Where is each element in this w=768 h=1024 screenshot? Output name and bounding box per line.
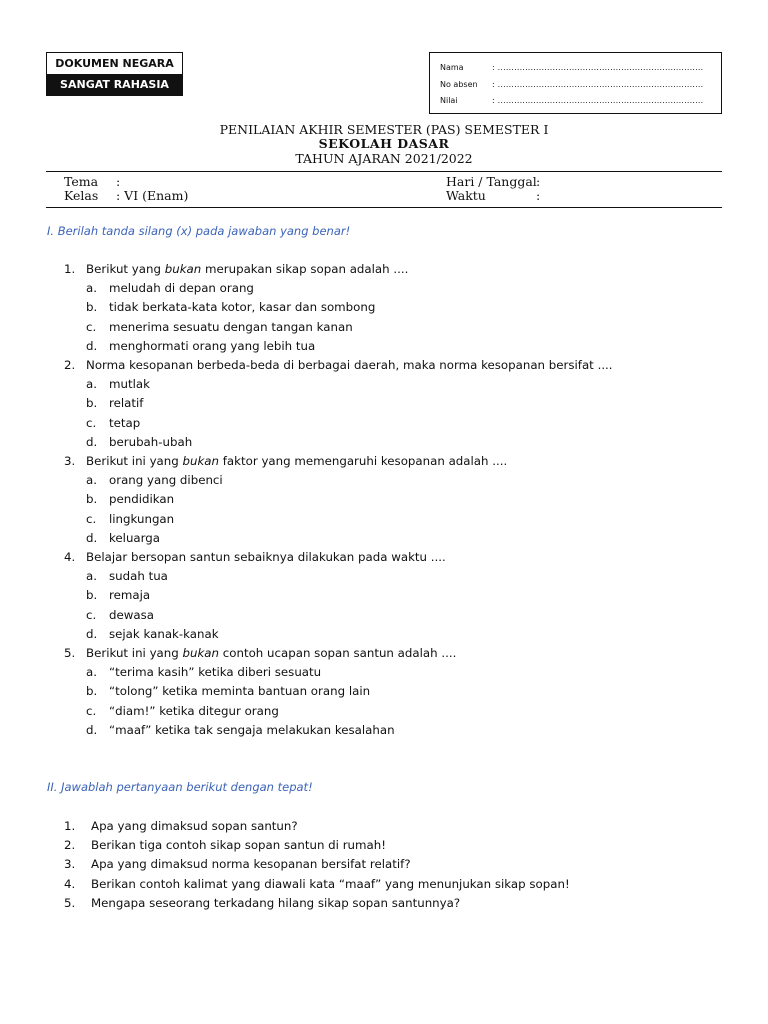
option-letter: d. (86, 434, 98, 449)
question-number: 2. (64, 358, 76, 372)
question-text-em: bukan (182, 646, 220, 660)
document-classification-badge (46, 52, 183, 96)
divider-bottom (46, 207, 722, 208)
option-text: menghormati orang yang lebih tua (109, 338, 316, 353)
identity-value: : ........................................................................... (492, 63, 704, 72)
mc-question (64, 358, 613, 372)
option-letter: c. (86, 415, 97, 430)
question-number: 1. (64, 819, 76, 833)
answer-option[interactable] (86, 684, 370, 698)
answer-option[interactable] (86, 416, 140, 430)
option-letter: c. (86, 319, 97, 334)
question-number: 5. (64, 646, 76, 660)
mc-question (64, 550, 446, 564)
question-text-post: contoh ucapan sopan santun adalah .... (219, 646, 457, 660)
mc-question (64, 454, 507, 468)
question-text-pre: Belajar bersopan santun sebaiknya dilakukan pada waktu .... (86, 550, 446, 564)
option-letter: c. (86, 511, 97, 526)
option-text: “terima kasih” ketika diberi sesuatu (109, 665, 322, 680)
question-number: 3. (64, 857, 76, 872)
kelas-label: Kelas (64, 188, 99, 203)
option-text: meludah di depan orang (109, 281, 254, 296)
answer-option[interactable] (86, 704, 279, 718)
option-text: tidak berkata-kata kotor, kasar dan sombong (109, 300, 376, 315)
identity-label: Nama (440, 63, 464, 72)
mc-question (64, 262, 408, 276)
answer-option[interactable] (86, 531, 160, 545)
option-letter: c. (86, 703, 97, 718)
option-text: “diam!” ketika ditegur orang (109, 703, 279, 718)
option-text: dewasa (109, 607, 154, 622)
question-number: 3. (64, 454, 76, 468)
option-letter: b. (86, 300, 98, 315)
essay-question (64, 857, 411, 871)
section-2-instruction: II. Jawablah pertanyaan berikut dengan tepat! (47, 780, 313, 794)
academic-year: TAHUN AJARAN 2021/2022 (295, 151, 473, 166)
answer-option[interactable] (86, 492, 174, 506)
identity-row-nama (440, 62, 703, 74)
option-text: berubah-ubah (109, 434, 193, 449)
question-text-pre: Berikut yang (86, 262, 165, 276)
question-text: Apa yang dimaksud sopan santun? (91, 819, 298, 833)
student-identity-box (429, 52, 722, 114)
option-text: relatif (109, 396, 144, 411)
question-number: 2. (64, 838, 76, 853)
essay-question (64, 877, 570, 891)
answer-option[interactable] (86, 627, 219, 641)
question-text-em: bukan (164, 262, 202, 276)
option-text: remaja (109, 588, 151, 603)
answer-option[interactable] (86, 300, 375, 314)
waktu-label: Waktu (446, 188, 486, 203)
identity-row-no-absen (440, 79, 703, 91)
question-text: Mengapa seseorang terkadang hilang sikap sopan santunnya? (91, 895, 461, 910)
identity-label: No absen (440, 80, 478, 89)
essay-question (64, 819, 298, 833)
option-text: menerima sesuatu dengan tangan kanan (109, 319, 353, 334)
answer-option[interactable] (86, 588, 150, 602)
answer-option[interactable] (86, 512, 174, 526)
question-text-pre: Berikut ini yang (86, 454, 183, 468)
question-text-em: bukan (182, 454, 220, 468)
option-letter: b. (86, 588, 98, 603)
question-number: 4. (64, 550, 76, 564)
answer-option[interactable] (86, 339, 315, 353)
kelas-value: : VI (Enam) (116, 188, 189, 203)
option-text: mutlak (109, 377, 150, 392)
question-number: 4. (64, 876, 76, 891)
badge-bottom-label: SANGAT RAHASIA (47, 74, 182, 95)
option-text: sudah tua (109, 569, 168, 584)
option-letter: a. (86, 281, 97, 296)
essay-question (64, 896, 460, 910)
answer-option[interactable] (86, 320, 353, 334)
waktu-value: : (536, 188, 541, 203)
option-letter: a. (86, 377, 97, 392)
badge-top-label: DOKUMEN NEGARA (55, 57, 174, 70)
answer-option[interactable] (86, 473, 223, 487)
option-text: keluarga (109, 530, 161, 545)
option-text: sejak kanak-kanak (109, 626, 219, 641)
identity-value: : ........................................................................... (492, 96, 704, 105)
identity-value: : ........................................................................... (492, 80, 704, 89)
option-letter: d. (86, 530, 98, 545)
question-number: 5. (64, 895, 76, 910)
hari-tanggal-label: Hari / Tanggal (446, 174, 537, 189)
identity-label: Nilai (440, 96, 458, 105)
answer-option[interactable] (86, 608, 154, 622)
question-text-post: merupakan sikap sopan adalah .... (201, 262, 409, 276)
answer-option[interactable] (86, 396, 143, 410)
tema-value: : (116, 174, 121, 189)
question-text-pre: Norma kesopanan berbeda-beda di berbagai daerah, maka norma kesopanan bersifat .... (86, 358, 613, 372)
option-letter: c. (86, 607, 97, 622)
answer-option[interactable] (86, 723, 395, 737)
option-letter: a. (86, 665, 97, 680)
answer-option[interactable] (86, 281, 254, 295)
answer-option[interactable] (86, 435, 192, 449)
option-letter: d. (86, 338, 98, 353)
answer-option[interactable] (86, 665, 321, 679)
answer-option[interactable] (86, 569, 168, 583)
hari-tanggal-value: : (536, 174, 541, 189)
identity-row-nilai (440, 95, 703, 107)
option-letter: b. (86, 396, 98, 411)
option-letter: d. (86, 722, 98, 737)
question-text: Berikan contoh kalimat yang diawali kata “maaf” yang menunjukan sikap sopan! (91, 876, 570, 891)
option-text: “tolong” ketika meminta bantuan orang lain (109, 684, 371, 699)
option-text: lingkungan (109, 511, 175, 526)
option-letter: b. (86, 492, 98, 507)
option-text: “maaf” ketika tak sengaja melakukan kesalahan (109, 722, 395, 737)
option-letter: a. (86, 473, 97, 488)
mc-question (64, 646, 456, 660)
option-letter: d. (86, 626, 98, 641)
exam-title: PENILAIAN AKHIR SEMESTER (PAS) SEMESTER I (219, 122, 549, 137)
option-letter: a. (86, 569, 97, 584)
question-number: 1. (64, 262, 76, 276)
divider-top (46, 171, 722, 172)
school-level: SEKOLAH DASAR (318, 136, 450, 151)
option-text: orang yang dibenci (109, 473, 223, 488)
answer-option[interactable] (86, 377, 150, 391)
option-letter: b. (86, 684, 98, 699)
question-text-post: faktor yang memengaruhi kesopanan adalah .... (219, 454, 508, 468)
option-text: pendidikan (109, 492, 175, 507)
question-text: Apa yang dimaksud norma kesopanan bersifat relatif? (91, 857, 411, 872)
question-text-pre: Berikut ini yang (86, 646, 183, 660)
option-text: tetap (109, 415, 141, 430)
essay-question (64, 838, 386, 852)
tema-label: Tema (64, 174, 99, 189)
section-1-instruction: I. Berilah tanda silang (x) pada jawaban yang benar! (47, 224, 351, 238)
question-text: Berikan tiga contoh sikap sopan santun di rumah! (91, 838, 386, 853)
